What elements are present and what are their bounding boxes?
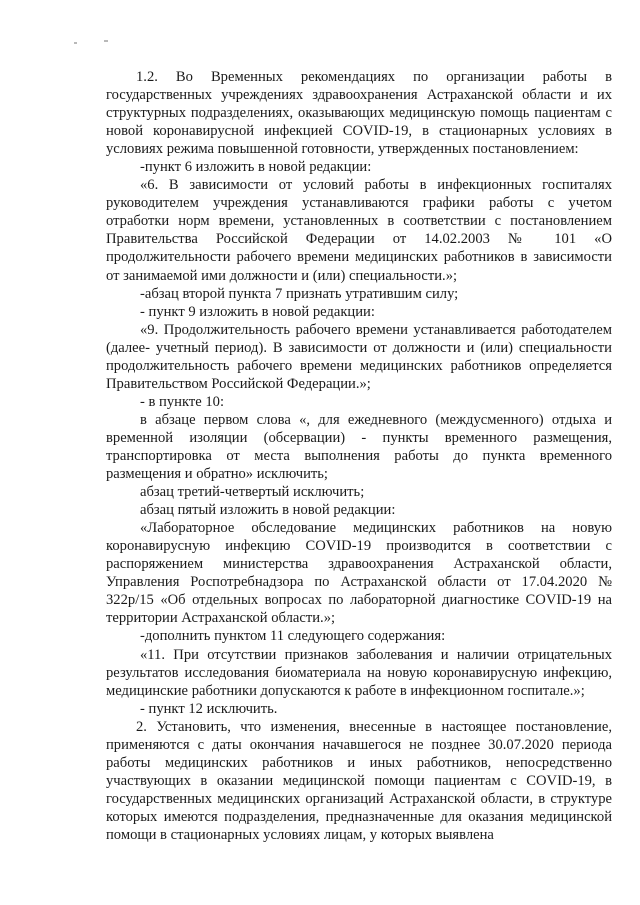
paragraph-item-6-intro: -пункт 6 изложить в новой редакции:	[140, 159, 372, 176]
paragraph-item-7: -абзац второй пункта 7 признать утратившим силу;	[140, 285, 459, 302]
paragraph-item-11-text: «11. При отсутствии признаков заболевания и наличии отрицательных результатов исследования биоматериала на новую коронавирусную инфекцию, медицинские работники допускаются к работе в инфекционном госпитале.»;	[106, 646, 612, 699]
scan-speck	[104, 40, 108, 42]
paragraph-item-6-text: «6. В зависимости от условий работы в инфекционных госпиталях руководителем учреждения устанавливаются графики работы с учетом отработки норм времени, установленных в соответствии с постановлением Правительства Российской Федерации от 14.02.2003 № 101 «О продолжительности рабочего времени медицинских работников в зависимости от занимаемой ими должности и (или) специальности.»;	[106, 177, 612, 284]
paragraph-item-11-intro: -дополнить пунктом 11 следующего содержания:	[140, 628, 446, 645]
paragraph-1-2: 1.2. Во Временных рекомендациях по организации работы в государственных учреждениях здравоохранения Астраханской области и их структурных подразделениях, оказывающих медицинскую помощь пациентам с новой коронавирусной инфекцией COVID-19, в стационарных условиях в условиях режима повышенной готовности, утвержденных постановлением:	[106, 69, 612, 158]
paragraph-2: 2. Установить, что изменения, внесенные в настоящее постановление, применяются с даты окончания начавшегося не позднее 30.07.2020 периода работы медицинских работников и иных работников, непосредственно участвующих в оказании медицинской помощи пациентам с COVID-19, в государственных медицинских организаций Астраханской области, в структуре которых имеются подразделения, предназначенные для оказания медицинской помощи в стационарных условиях лицам, у которых выявлена	[106, 718, 612, 843]
document-body	[106, 68, 612, 844]
paragraph-item-10-first: в абзаце первом слова «, для ежедневного (междусменного) отдыха и временной изоляции (обсервации) - пункты временного размещения, транспортировка от места выполнения работы до пункта временного размещения и обратно» исключить;	[106, 411, 612, 483]
paragraph-item-10-fifth-text: «Лабораторное обследование медицинских работников на новую коронавирусную инфекцию COVID-19 производится в соответствии с распоряжением министерства здравоохранения Астраханской области, Управления Роспотребнадзора по Астраханской области от 17.04.2020 № 322р/15 «Об отдельных вопросах по лабораторной диагностике COVID-19 на территории Астраханской области.»;	[106, 520, 612, 627]
paragraph-item-10-third-fourth: абзац третий-четвертый исключить;	[140, 484, 365, 501]
paragraph-item-10-fifth-intro: абзац пятый изложить в новой редакции:	[140, 502, 396, 519]
scan-speck	[74, 42, 77, 44]
paragraph-item-9-text: «9. Продолжительность рабочего времени устанавливается работодателем (далее- учетный период). В зависимости от должности и (или) специальности продолжительность рабочего времени медицинских работников определяется Правительством Российской Федерации.»;	[106, 321, 612, 392]
paragraph-item-12: - пункт 12 исключить.	[140, 700, 278, 717]
paragraph-item-9-intro: - пункт 9 изложить в новой редакции:	[140, 303, 375, 320]
paragraph-item-10-intro: - в пункте 10:	[140, 393, 225, 410]
